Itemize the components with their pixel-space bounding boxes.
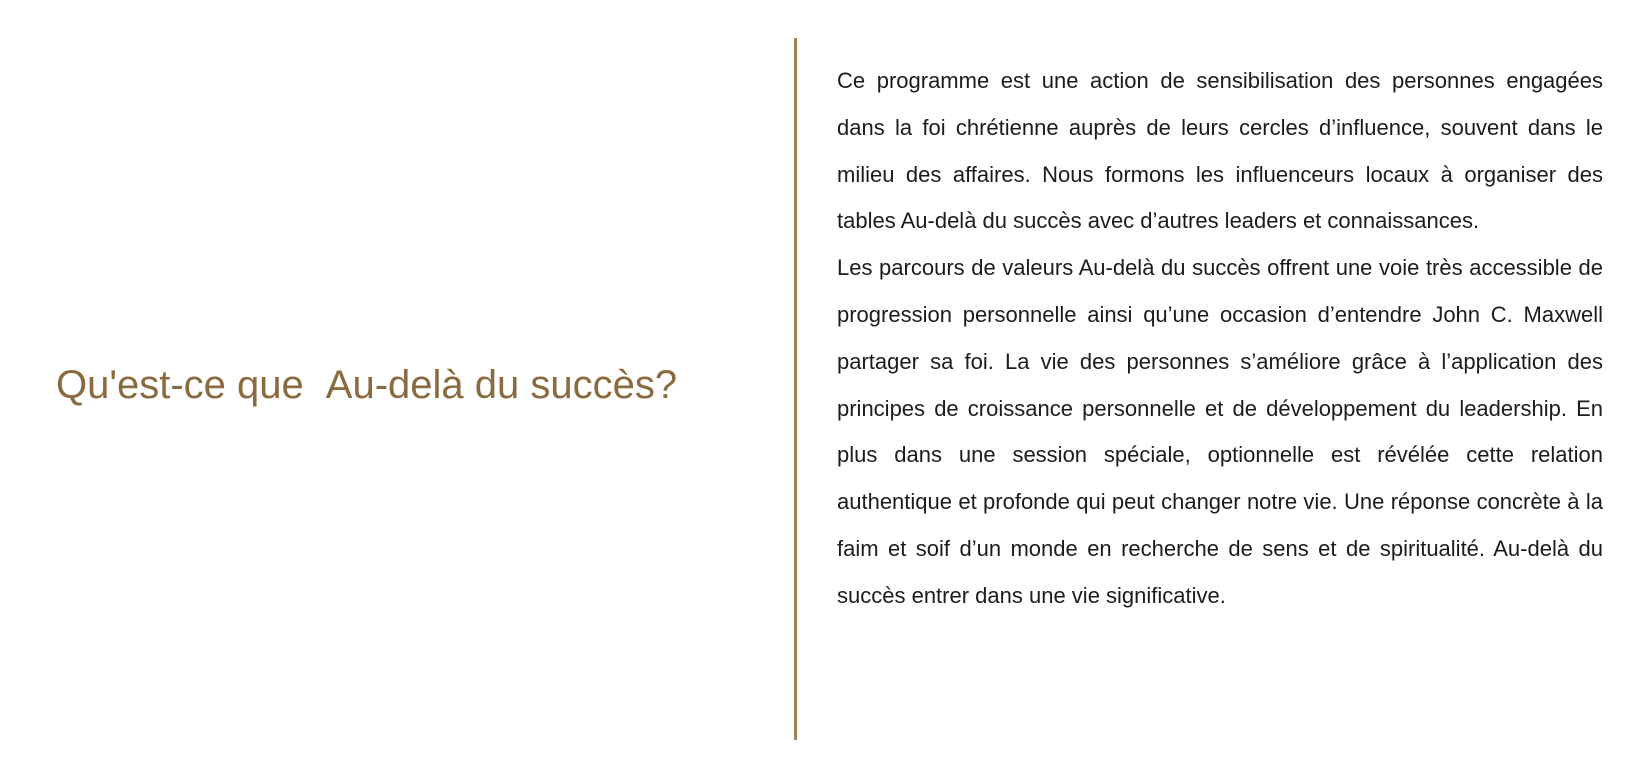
page-heading: [56, 360, 677, 410]
heading-part-2: Au-delà du succès?: [325, 363, 678, 407]
body-text-column: [837, 58, 1603, 620]
vertical-divider: [794, 38, 797, 740]
paragraph-2: Les parcours de valeurs Au-delà du succès offrent une voie très accessible de progression personnelle ainsi qu’une occasion d’entendre John C. Maxwell partager sa foi. La vie des personnes s’améliore grâce à l’application des principes de croissance personnelle et de développement du leadership. En plus dans une session spéciale, optionnelle est révélée cette relation authentique et profonde qui peut changer notre vie. Une réponse concrète à la faim et soif d’un monde en recherche de sens et de spiritualité. Au-delà du succès entrer dans une vie significative.: [837, 255, 1603, 608]
heading-part-1: Qu'est-ce que: [56, 363, 304, 407]
paragraph-1: Ce programme est une action de sensibilisation des personnes engagées dans la foi chrétienne auprès de leurs cercles d’influence, souvent dans le milieu des affaires. Nous formons les influenceurs locaux à organiser des tables Au-delà du succès avec d’autres leaders et connaissances.: [837, 68, 1603, 234]
